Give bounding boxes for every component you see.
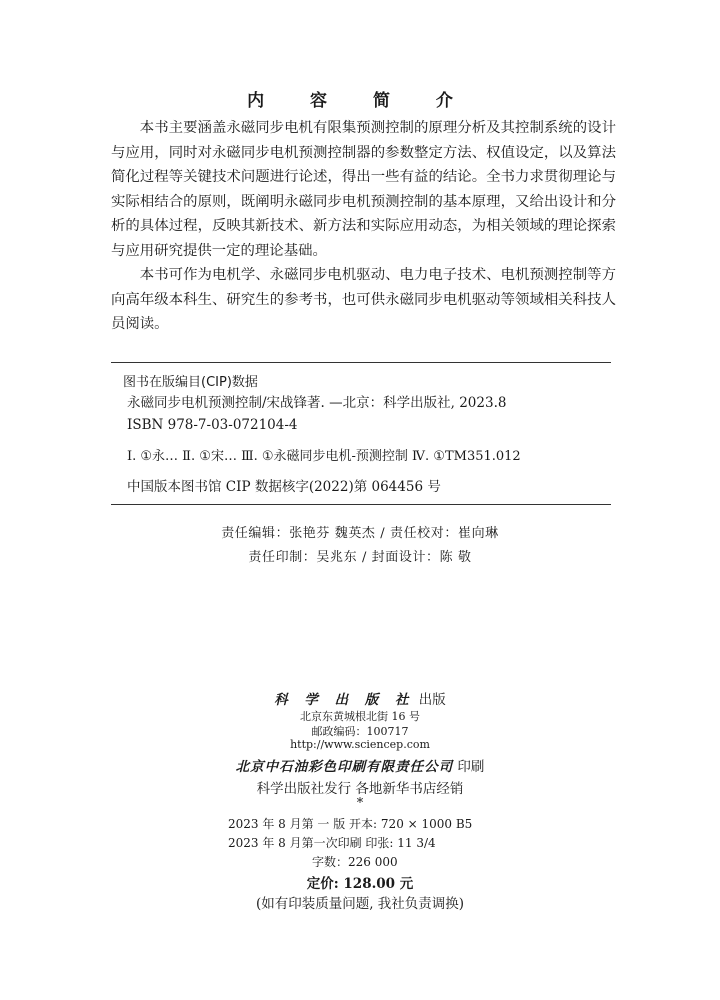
word-count: 字数：226 000 — [312, 855, 398, 869]
cip-title-line: 永磁同步电机预测控制/宋战锋著. —北京：科学出版社, 2023.8 — [127, 395, 507, 411]
edition-line: 2023 年 8 月第 一 版 开本: 720 × 1000 B5 — [228, 817, 473, 831]
printing-line: 2023 年 8 月第一次印刷 印张: 11 3/4 — [228, 836, 436, 850]
price: 定价: 128.00 元 — [306, 876, 414, 892]
cip-record-number: 中国版本图书馆 CIP 数据核字(2022)第 064456 号 — [127, 479, 441, 495]
publisher-name: 科 学 出 版 社 — [274, 692, 415, 708]
publisher-address: 北京东黄城根北街 16 号 — [300, 710, 420, 723]
publisher-line — [0, 688, 720, 708]
intro-title: 内 容 简 介 — [247, 91, 473, 111]
separator-star: * — [356, 796, 364, 811]
intro-body — [111, 116, 616, 337]
intro-paragraph: 本书主要涵盖永磁同步电机有限集预测控制的原理分析及其控制系统的设计与应用，同时对永磁同步电机预测控制器的参数整定方法、权值设定，以及算法简化过程等关键技术问题进行论述，得出一些有益的结论。全书力求贯彻理论与实际相结合的原则，既阐明永磁同步电机预测控制的基本原理，又给出设计和分析的具体过程，反映其新技术、新方法和实际应用动态，为相关领域的理论探索与应用研究提供一定的理论基础。 — [111, 120, 616, 259]
printer-name: 北京中石油彩色印刷有限责任公司 — [235, 759, 454, 775]
cip-isbn: ISBN 978-7-03-072104-4 — [127, 417, 298, 433]
publisher-url: http://www.sciencep.com — [290, 738, 430, 751]
cip-block — [111, 362, 611, 505]
intro-paragraph: 本书可作为电机学、永磁同步电机驱动、电力电子技术、电机预测控制等方向高年级本科生、研究生的参考书，也可供永磁同步电机驱动等领域相关科技人员阅读。 — [111, 267, 616, 332]
printer-suffix: 印刷 — [457, 759, 485, 775]
production-credits: 责任印制：吴兆东 / 封面设计：陈 敬 — [248, 550, 472, 565]
distribution-line: 科学出版社发行 各地新华书店经销 — [256, 781, 464, 797]
cip-classification: Ⅰ. ①永… Ⅱ. ①宋… Ⅲ. ①永磁同步电机-预测控制 Ⅳ. ①TM351.012 — [127, 449, 521, 464]
publisher-zip: 邮政编码：100717 — [311, 725, 409, 738]
quality-notice: (如有印装质量问题, 我社负责调换) — [255, 896, 465, 912]
cip-heading: 图书在版编目(CIP)数据 — [123, 375, 258, 390]
printer-line — [0, 755, 720, 775]
editor-credits: 责任编辑：张艳芬 魏英杰 / 责任校对：崔向琳 — [221, 526, 499, 541]
publisher-suffix: 出版 — [418, 692, 446, 708]
